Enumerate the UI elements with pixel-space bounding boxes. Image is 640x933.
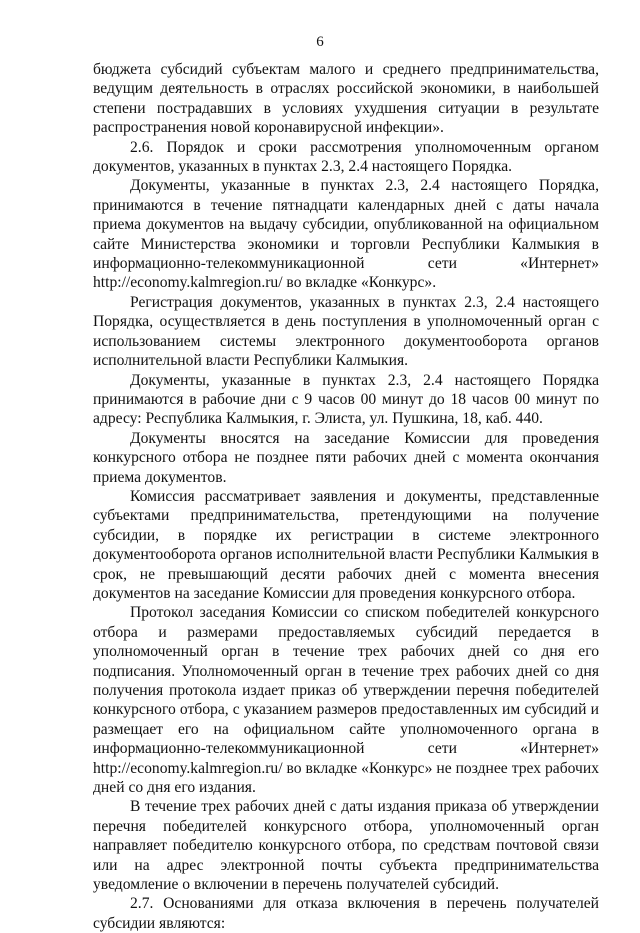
paragraph-notification: В течение трех рабочих дней с даты издания приказа об утверждении перечня победителей конкурсного отбора, уполномоченный орган направляет победителю конкурсного отбора, по средствам почтовой связи или на адрес электронной почты субъекта предпринимательства уведомление о включении в перечень получателей субсидий. bbox=[93, 798, 599, 894]
paragraph-continuation: бюджета субсидий субъектам малого и среднего предпринимательства, ведущим деятельность в отраслях российской экономики, в наибольшей степени пострадавших в условиях ухудшения ситуации в результате распространения новой коронавирусной инфекции». bbox=[93, 61, 599, 137]
paragraph-documents-acceptance: Документы, указанные в пунктах 2.3, 2.4 настоящего Порядка, принимаются в течение пятнадцати календарных дней с даты начала приема документов на выдачу субсидии, опубликованной на официальном сайте Министерства экономики и торговли Республики Калмыкия в информационно-телекоммуникационной сети «Интернет» http://economy.kalmregion.ru/ во вкладке «Конкурс». bbox=[93, 177, 599, 292]
paragraph-section-2-7-heading: 2.7. Основаниями для отказа включения в перечень получателей субсидии являются: bbox=[93, 895, 599, 932]
paragraph-commission-submission: Документы вносятся на заседание Комиссии для проведения конкурсного отбора не позднее пяти рабочих дней с момента окончания приема документов. bbox=[93, 429, 599, 486]
paragraph-protocol: Протокол заседания Комиссии со списком победителей конкурсного отбора и размерами предоставляемых субсидий передается в уполномоченный орган в течение трех рабочих дней со дня его подписания. Уполномоченный орган в течение трех рабочих дней со дня получения протокола издает приказ об утверждении перечня победителей конкурсного отбора, с указанием размеров предоставленных им субсидий и размещает его на официальном сайте уполномоченного органа в информационно-телекоммуникационной сети «Интернет» http://economy.kalmregion.ru/ во вкладке «Конкурс» не позднее трех рабочих дней со дня его издания. bbox=[93, 604, 599, 797]
document-body bbox=[93, 60, 599, 933]
paragraph-section-2-6-heading: 2.6. Порядок и сроки рассмотрения уполномоченным органом документов, указанных в пунктах 2.3, 2.4 настоящего Порядка. bbox=[93, 138, 599, 176]
paragraph-registration: Регистрация документов, указанных в пунктах 2.3, 2.4 настоящего Порядка, осуществляется в день поступления в уполномоченный орган с использованием системы электронного документооборота органов исполнительной власти Республики Калмыкия. bbox=[93, 293, 599, 370]
paragraph-working-hours: Документы, указанные в пунктах 2.3, 2.4 настоящего Порядка принимаются в рабочие дни с 9 часов 00 минут до 18 часов 00 минут по адресу: Республика Калмыкия, г. Элиста, ул. Пушкина, 18, каб. 440. bbox=[93, 371, 599, 428]
paragraph-commission-review: Комиссия рассматривает заявления и документы, представленные субъектами предпринимательства, претендующими на получение субсидии, в порядке их регистрации в системе электронного документооборота органов исполнительной власти Республики Калмыкия в срок, не превышающий десяти рабочих дней с момента внесения документов на заседание Комиссии для проведения конкурсного отбора. bbox=[93, 487, 599, 602]
page-number: 6 bbox=[316, 34, 324, 50]
